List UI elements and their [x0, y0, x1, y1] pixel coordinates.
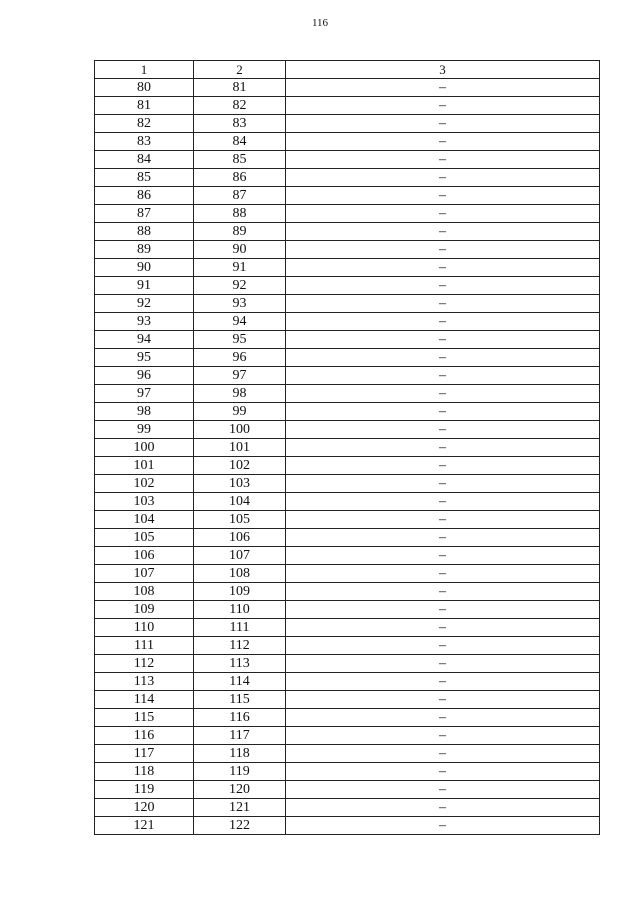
table-cell-col-1: 93 [95, 313, 194, 331]
table-cell-col-2: 103 [194, 475, 286, 493]
table-cell-col-3: – [286, 367, 600, 385]
column-header-3: 3 [286, 61, 600, 79]
table-cell-col-1: 86 [95, 187, 194, 205]
table-cell-col-1: 97 [95, 385, 194, 403]
table-row [95, 565, 600, 583]
table-row [95, 205, 600, 223]
table-row [95, 259, 600, 277]
table-cell-col-3: – [286, 187, 600, 205]
table-row [95, 223, 600, 241]
table-cell-col-3: – [286, 511, 600, 529]
table-cell-col-2: 101 [194, 439, 286, 457]
table-cell-col-3: – [286, 313, 600, 331]
table-cell-col-2: 104 [194, 493, 286, 511]
table-row [95, 367, 600, 385]
table-cell-col-2: 107 [194, 547, 286, 565]
table-cell-col-1: 113 [95, 673, 194, 691]
table-cell-col-3: – [286, 169, 600, 187]
table-cell-col-2: 119 [194, 763, 286, 781]
table-cell-col-2: 100 [194, 421, 286, 439]
table-cell-col-3: – [286, 781, 600, 799]
table-cell-col-3: – [286, 727, 600, 745]
table-cell-col-3: – [286, 673, 600, 691]
column-header-1: 1 [95, 61, 194, 79]
table-cell-col-2: 87 [194, 187, 286, 205]
table-cell-col-3: – [286, 223, 600, 241]
table-cell-col-3: – [286, 241, 600, 259]
table-cell-col-3: – [286, 277, 600, 295]
table-cell-col-3: – [286, 457, 600, 475]
table-row [95, 799, 600, 817]
table-cell-col-1: 94 [95, 331, 194, 349]
table-cell-col-1: 95 [95, 349, 194, 367]
table-cell-col-2: 85 [194, 151, 286, 169]
table-row [95, 421, 600, 439]
table-row [95, 133, 600, 151]
table-cell-col-1: 107 [95, 565, 194, 583]
column-header-2: 2 [194, 61, 286, 79]
table-cell-col-1: 118 [95, 763, 194, 781]
table-cell-col-2: 82 [194, 97, 286, 115]
table-row [95, 763, 600, 781]
table-cell-col-2: 89 [194, 223, 286, 241]
table-row [95, 403, 600, 421]
table-cell-col-2: 92 [194, 277, 286, 295]
table-cell-col-3: – [286, 565, 600, 583]
table-cell-col-1: 117 [95, 745, 194, 763]
table-cell-col-2: 94 [194, 313, 286, 331]
table-row [95, 385, 600, 403]
table-cell-col-2: 88 [194, 205, 286, 223]
table-row [95, 583, 600, 601]
table-cell-col-2: 98 [194, 385, 286, 403]
table-cell-col-3: – [286, 421, 600, 439]
table-cell-col-2: 105 [194, 511, 286, 529]
table-row [95, 817, 600, 835]
table-cell-col-2: 121 [194, 799, 286, 817]
table-cell-col-2: 83 [194, 115, 286, 133]
table-cell-col-3: – [286, 691, 600, 709]
table-cell-col-1: 83 [95, 133, 194, 151]
table-cell-col-2: 120 [194, 781, 286, 799]
table-cell-col-2: 108 [194, 565, 286, 583]
table-cell-col-2: 106 [194, 529, 286, 547]
table-cell-col-2: 97 [194, 367, 286, 385]
table-cell-col-1: 112 [95, 655, 194, 673]
table-cell-col-1: 101 [95, 457, 194, 475]
table-cell-col-2: 110 [194, 601, 286, 619]
table-row [95, 655, 600, 673]
table-cell-col-1: 114 [95, 691, 194, 709]
table-cell-col-2: 114 [194, 673, 286, 691]
table-cell-col-1: 82 [95, 115, 194, 133]
table-cell-col-1: 108 [95, 583, 194, 601]
table-cell-col-3: – [286, 151, 600, 169]
table-cell-col-3: – [286, 637, 600, 655]
table-cell-col-1: 89 [95, 241, 194, 259]
table-cell-col-2: 99 [194, 403, 286, 421]
table-cell-col-1: 98 [95, 403, 194, 421]
table-cell-col-1: 88 [95, 223, 194, 241]
table-cell-col-1: 87 [95, 205, 194, 223]
table-cell-col-1: 103 [95, 493, 194, 511]
table-cell-col-3: – [286, 349, 600, 367]
table-row [95, 97, 600, 115]
table-row [95, 277, 600, 295]
table-row [95, 493, 600, 511]
table-cell-col-2: 84 [194, 133, 286, 151]
table-row [95, 745, 600, 763]
table-cell-col-3: – [286, 655, 600, 673]
table-cell-col-3: – [286, 529, 600, 547]
table-cell-col-1: 121 [95, 817, 194, 835]
table-row [95, 295, 600, 313]
table-row [95, 637, 600, 655]
table-cell-col-1: 119 [95, 781, 194, 799]
table-row [95, 439, 600, 457]
table-cell-col-2: 112 [194, 637, 286, 655]
table-cell-col-3: – [286, 295, 600, 313]
table-row [95, 79, 600, 97]
table-cell-col-2: 90 [194, 241, 286, 259]
table-cell-col-3: – [286, 799, 600, 817]
table-cell-col-3: – [286, 385, 600, 403]
table-cell-col-3: – [286, 745, 600, 763]
table-cell-col-2: 81 [194, 79, 286, 97]
table-cell-col-2: 117 [194, 727, 286, 745]
table-cell-col-3: – [286, 331, 600, 349]
header-row [95, 61, 600, 79]
table-cell-col-1: 102 [95, 475, 194, 493]
table-cell-col-3: – [286, 709, 600, 727]
table-row [95, 313, 600, 331]
table-cell-col-1: 105 [95, 529, 194, 547]
table-row [95, 691, 600, 709]
table-cell-col-3: – [286, 259, 600, 277]
data-table [94, 60, 600, 835]
table-row [95, 457, 600, 475]
table-cell-col-2: 116 [194, 709, 286, 727]
table-cell-col-2: 95 [194, 331, 286, 349]
table-cell-col-1: 96 [95, 367, 194, 385]
table-cell-col-3: – [286, 583, 600, 601]
table-row [95, 529, 600, 547]
table-cell-col-2: 91 [194, 259, 286, 277]
table-cell-col-3: – [286, 817, 600, 835]
table-cell-col-3: – [286, 133, 600, 151]
table-cell-col-3: – [286, 79, 600, 97]
table-cell-col-3: – [286, 439, 600, 457]
table-cell-col-3: – [286, 205, 600, 223]
table-row [95, 601, 600, 619]
table-cell-col-2: 111 [194, 619, 286, 637]
table-cell-col-2: 96 [194, 349, 286, 367]
table-cell-col-2: 118 [194, 745, 286, 763]
table-row [95, 673, 600, 691]
table-cell-col-1: 85 [95, 169, 194, 187]
table-cell-col-1: 99 [95, 421, 194, 439]
table-cell-col-1: 115 [95, 709, 194, 727]
table-cell-col-2: 122 [194, 817, 286, 835]
table-cell-col-2: 102 [194, 457, 286, 475]
table-row [95, 349, 600, 367]
table-row [95, 547, 600, 565]
table-cell-col-3: – [286, 763, 600, 781]
table-cell-col-1: 120 [95, 799, 194, 817]
table-cell-col-2: 115 [194, 691, 286, 709]
table-cell-col-2: 113 [194, 655, 286, 673]
table-cell-col-2: 86 [194, 169, 286, 187]
table-cell-col-3: – [286, 601, 600, 619]
table-row [95, 241, 600, 259]
table-row [95, 709, 600, 727]
table-cell-col-1: 109 [95, 601, 194, 619]
table-cell-col-1: 81 [95, 97, 194, 115]
table-body [95, 79, 600, 835]
table-cell-col-2: 93 [194, 295, 286, 313]
table-cell-col-2: 109 [194, 583, 286, 601]
table-header [95, 61, 600, 79]
table-row [95, 511, 600, 529]
table-cell-col-1: 92 [95, 295, 194, 313]
table-row [95, 781, 600, 799]
table-row [95, 169, 600, 187]
table-cell-col-3: – [286, 475, 600, 493]
table-cell-col-3: – [286, 115, 600, 133]
table-cell-col-3: – [286, 403, 600, 421]
table-cell-col-1: 104 [95, 511, 194, 529]
table-row [95, 115, 600, 133]
table-row [95, 151, 600, 169]
table-cell-col-1: 100 [95, 439, 194, 457]
table-row [95, 619, 600, 637]
table-row [95, 331, 600, 349]
table-cell-col-1: 106 [95, 547, 194, 565]
table-cell-col-1: 80 [95, 79, 194, 97]
table-cell-col-1: 111 [95, 637, 194, 655]
table-cell-col-3: – [286, 547, 600, 565]
table-cell-col-1: 116 [95, 727, 194, 745]
table-row [95, 475, 600, 493]
table-cell-col-3: – [286, 97, 600, 115]
table-row [95, 187, 600, 205]
table-cell-col-1: 84 [95, 151, 194, 169]
table-row [95, 727, 600, 745]
table-cell-col-3: – [286, 619, 600, 637]
table-cell-col-1: 110 [95, 619, 194, 637]
table-cell-col-3: – [286, 493, 600, 511]
table-cell-col-1: 91 [95, 277, 194, 295]
page-number: 116 [311, 17, 329, 29]
table-cell-col-1: 90 [95, 259, 194, 277]
